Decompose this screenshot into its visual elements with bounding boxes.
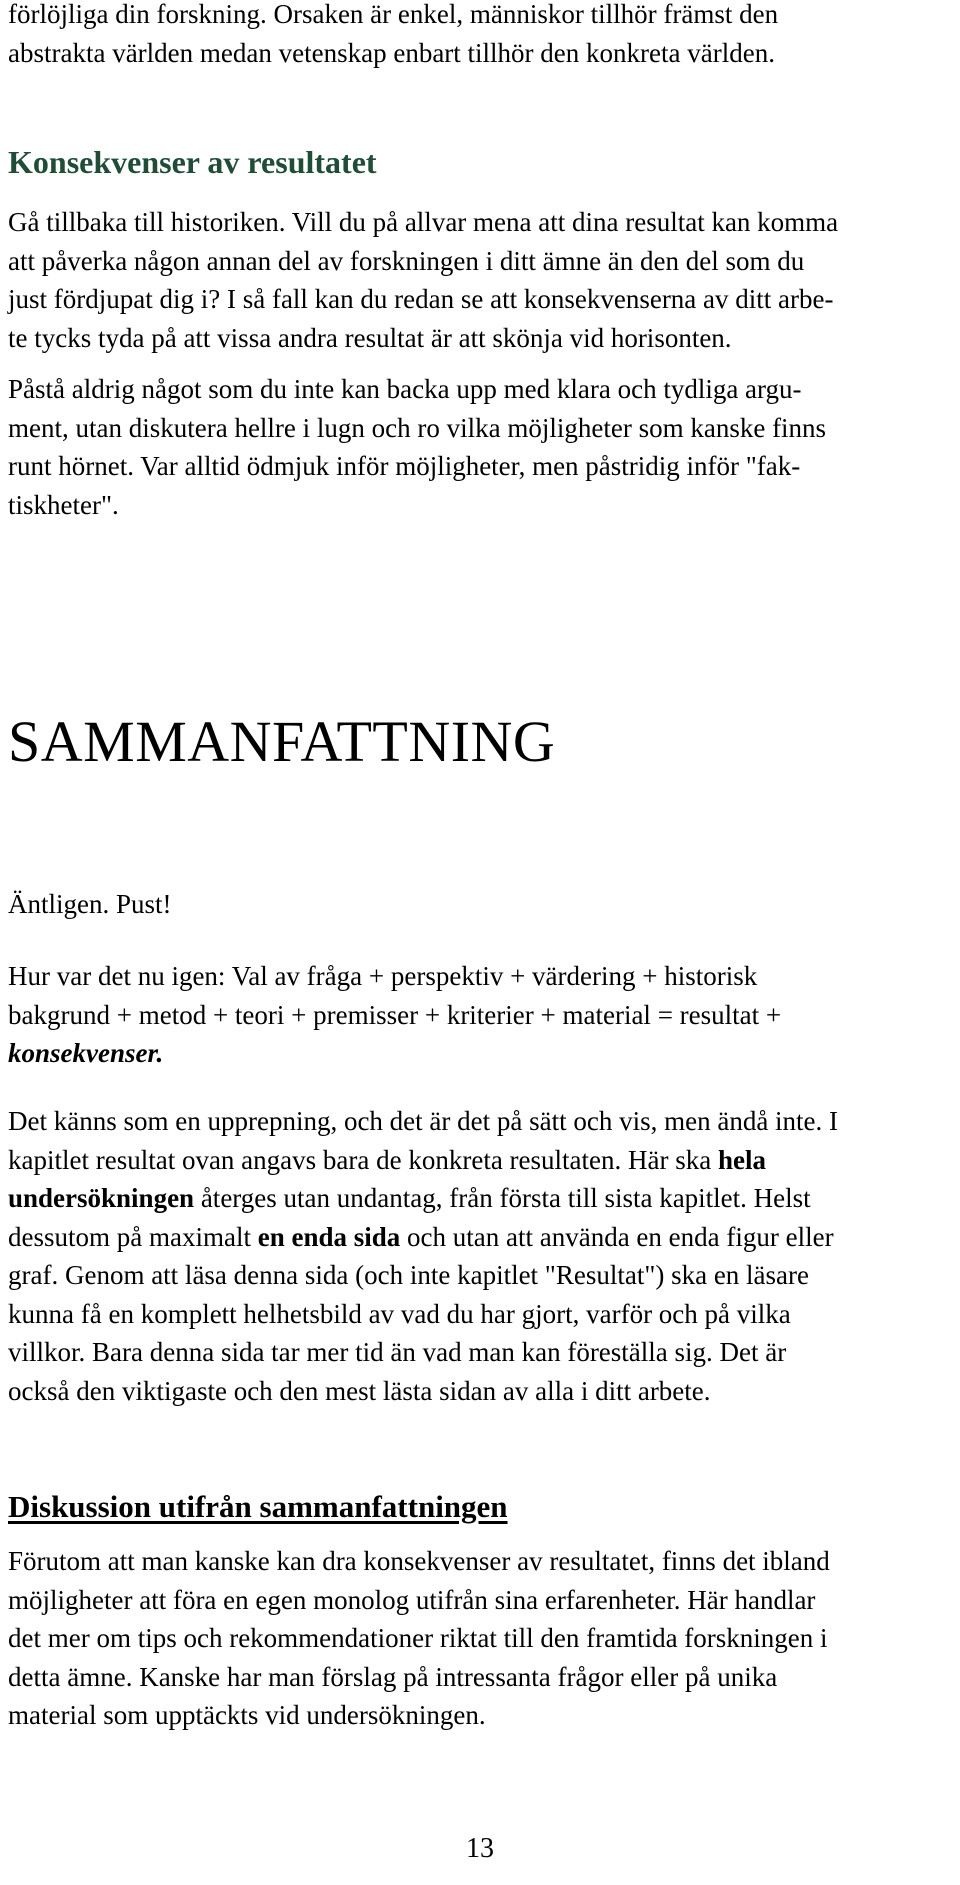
paragraph-line: Hur var det nu igen: Val av fråga + perspektiv + värdering + historisk (8, 961, 758, 991)
paragraph-line: tiskheter". (8, 489, 119, 520)
paragraph-line: att påverka någon annan del av forskningen i ditt ämne än den del som du (8, 245, 805, 276)
heading-consequences: Konsekvenser av resultatet (8, 144, 377, 180)
bold-en-enda-sida: en enda sida (257, 1221, 401, 1252)
paragraph-line (8, 1034, 952, 1073)
text-run: dessutom på maximalt (8, 1221, 258, 1252)
consequences-paragraph-1 (8, 203, 952, 357)
summary-paragraph-1: Äntligen. Pust! (8, 889, 172, 919)
consequences-paragraph-2 (8, 370, 952, 524)
paragraph-line: runt hörnet. Var alltid ödmjuk inför möjligheter, men påstridig inför "fak- (8, 451, 801, 481)
paragraph-line (8, 1179, 952, 1218)
text-run: återges utan undantag, från första till sista kapitlet. Helst (194, 1183, 811, 1213)
intro-line: förlöjliga din forskning. Orsaken är enkel, människor tillhör främst den (8, 0, 779, 29)
paragraph-line: möjligheter att föra en egen monolog utifrån sina erfarenheter. Här handlar (8, 1584, 816, 1615)
intro-line: abstrakta världen medan vetenskap enbart tillhör den konkreta världen. (8, 37, 775, 68)
discussion-paragraph-1 (8, 1542, 952, 1735)
paragraph-line: Det känns som en upprepning, och det är det på sätt och vis, men ändå inte. I (8, 1106, 839, 1136)
summary-paragraph-2 (8, 957, 952, 1073)
bold-hela: hela (717, 1144, 766, 1175)
paragraph-line (8, 1218, 952, 1257)
paragraph-line: också den viktigaste och den mest lästa sidan av alla i ditt arbete. (8, 1375, 711, 1406)
paragraph-line: material som upptäckts vid undersökningen. (8, 1700, 486, 1730)
emphasis-konsekvenser: konsekvenser. (8, 1038, 164, 1068)
text-run: kapitlet resultat ovan angavs bara de konkreta resultaten. Här ska (8, 1144, 718, 1175)
paragraph-line: Påstå aldrig något som du inte kan backa upp med klara och tydliga argu- (8, 374, 802, 404)
heading-discussion: Diskussion utifrån sammanfattningen (8, 1489, 508, 1524)
paragraph-line: just fördjupat dig i? I så fall kan du redan se att konsekvenserna av ditt arbe- (8, 284, 834, 314)
paragraph-line: det mer om tips och rekommendationer riktat till den framtida forskningen i (8, 1623, 828, 1653)
intro-paragraph (8, 0, 952, 72)
paragraph-line (8, 1141, 952, 1180)
text-run: och utan att använda en enda figur eller (400, 1221, 834, 1252)
paragraph-line: graf. Genom att läsa denna sida (och inte kapitlet "Resultat") ska en läsare (8, 1260, 810, 1290)
paragraph-line: te tycks tyda på att vissa andra resultat är att skönja vid horisonten. (8, 322, 732, 353)
paragraph-line: detta ämne. Kanske har man förslag på intressanta frågor eller på unika (8, 1661, 778, 1692)
bold-undersokningen: undersökningen (8, 1183, 195, 1213)
summary-paragraph-3 (8, 1102, 952, 1410)
paragraph-line: Gå tillbaka till historiken. Vill du på allvar mena att dina resultat kan komma (8, 207, 839, 237)
paragraph-line: kunna få en komplett helhetsbild av vad du har gjort, varför och på vilka (8, 1298, 791, 1329)
document-page (8, 0, 952, 1885)
paragraph-line: ment, utan diskutera hellre i lugn och ro vilka möjligheter som kanske finns (8, 412, 827, 443)
page-number: 13 (466, 1833, 494, 1864)
paragraph-line: bakgrund + metod + teori + premisser + kriterier + material = resultat + (8, 999, 782, 1030)
paragraph-line: villkor. Bara denna sida tar mer tid än vad man kan föreställa sig. Det är (8, 1337, 787, 1367)
paragraph-line: Förutom att man kanske kan dra konsekvenser av resultatet, finns det ibland (8, 1546, 830, 1576)
heading-summary: SAMMANFATTNING (8, 709, 556, 774)
